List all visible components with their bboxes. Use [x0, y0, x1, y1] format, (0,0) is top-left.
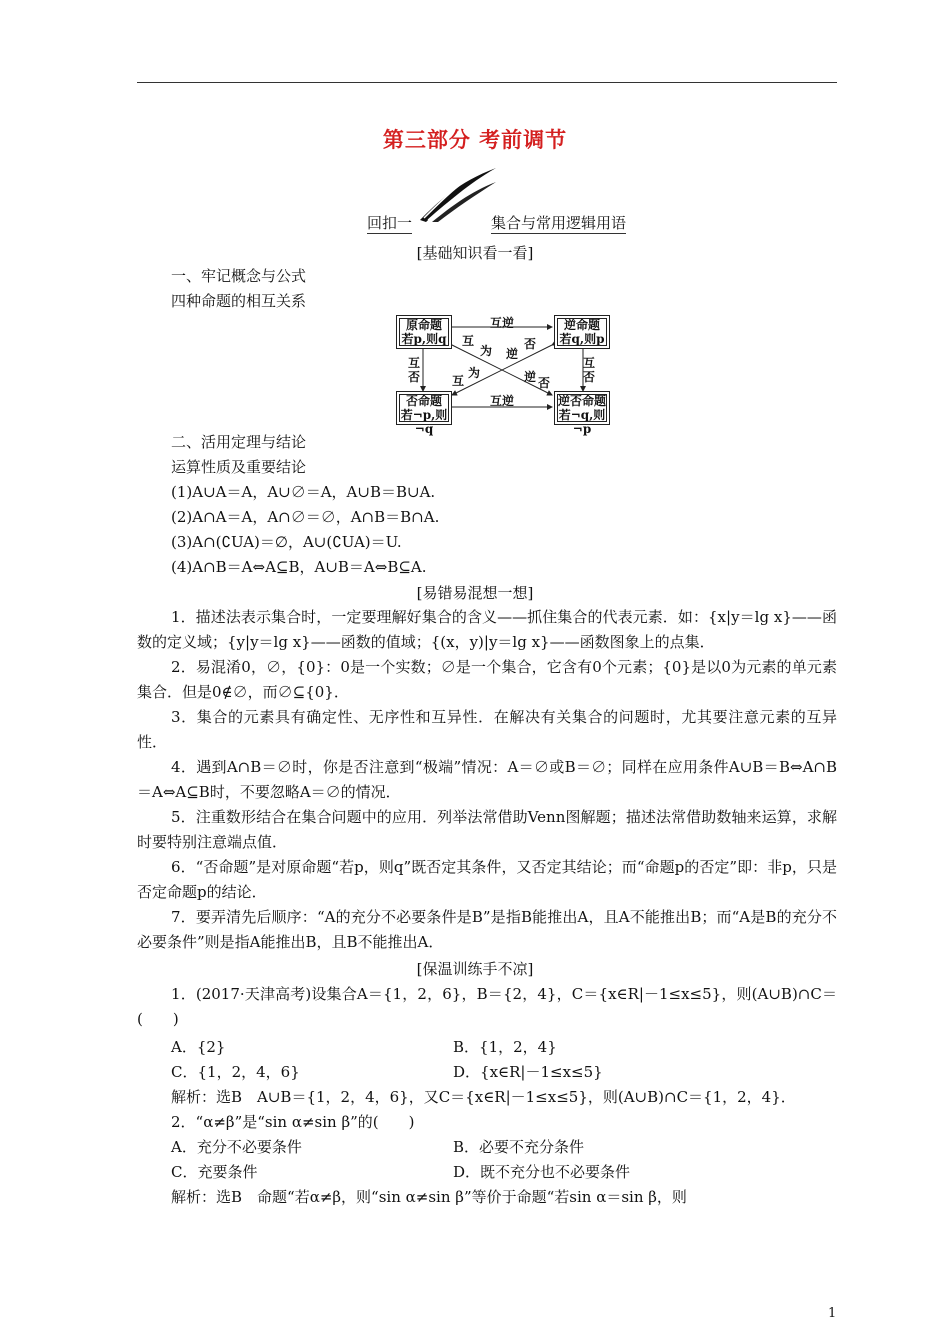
error-item-1: 1．描述法表示集合时，一定要理解好集合的含义——抓住集合的代表元素．如：{x|y＝lg x}——函数的定义域；{y|y＝lg x}——函数的值域；{(x，y)|y＝lg x}——函数图象上的点集． — [137, 608, 837, 651]
converse-proposition-box: 逆命题 若q,则p — [554, 315, 610, 349]
sec1-subtitle: 四种命题的相互关系 — [171, 292, 307, 310]
diag2-label-a: 互 — [452, 374, 465, 388]
q2-answer: 解析：选B 命题“若α≠β，则“sin α≠sin β”等价于命题“若sin α＝sin β，则 — [171, 1188, 687, 1206]
error-item-5: 5．注重数形结合在集合问题中的应用．列举法常借助Venn图解题；描述法常借助数轴来运算，求解时要特别注意端点值． — [137, 808, 837, 851]
q2-option-d: D．既不充分也不必要条件 — [453, 1163, 631, 1181]
sec2-title: 二、活用定理与结论 — [171, 433, 307, 451]
subheading-practice: [保温训练手不凉] — [416, 960, 534, 978]
formula-3: (3)A∩(∁UA)＝∅，A∪(∁UA)＝U. — [171, 533, 402, 551]
section-number: 回扣一 — [367, 214, 413, 232]
sec2-subtitle: 运算性质及重要结论 — [171, 458, 307, 476]
formula-1: (1)A∪A＝A，A∪∅＝A，A∪B＝B∪A. — [171, 483, 436, 501]
subheading-errors: [易错易混想一想] — [416, 584, 534, 602]
original-proposition-box: 原命题 若p,则q — [396, 315, 452, 349]
brush-stroke-icon — [418, 162, 498, 224]
diag2-label-b: 为 — [468, 366, 481, 380]
subheading-basics: [基础知识看一看] — [416, 244, 534, 262]
q1-option-d: D．{x∈R|－1≤x≤5} — [453, 1063, 603, 1081]
diag2-label-d: 否 — [524, 337, 537, 351]
question-2-stem: 2．“α≠β”是“sin α≠sin β”的( ) — [171, 1113, 415, 1131]
inverse-proposition-box: 否命题 若¬p,则¬q — [396, 391, 452, 425]
section-title: 集合与常用逻辑用语 — [491, 214, 627, 232]
page-title: 第三部分 考前调节 — [382, 128, 568, 152]
page-number: 1 — [828, 1306, 837, 1321]
q2-option-a: A．充分不必要条件 — [171, 1138, 302, 1156]
question-1-stem: 1．(2017·天津高考)设集合A＝{1，2，6}，B＝{2，4}，C＝{x∈R|－1≤x≤5}，则(A∪B)∩C＝( ) — [137, 985, 837, 1028]
error-item-4: 4．遇到A∩B＝∅时，你是否注意到“极端”情况：A＝∅或B＝∅；同样在应用条件A∪B＝B⇔A∩B＝A⇔A⊆B时，不要忽略A＝∅的情况． — [137, 758, 837, 801]
sec1-title: 一、牢记概念与公式 — [171, 267, 307, 285]
diag1-label-a: 互 — [462, 334, 475, 348]
diag1-label-c: 逆 — [524, 370, 537, 384]
q1-answer: 解析：选B A∪B＝{1，2，4，6}，又C＝{x∈R|－1≤x≤5}，则(A∪B)∩C＝{1，2，4}． — [171, 1088, 796, 1106]
contrapositive-box: 逆否命题 若¬q,则¬p — [554, 391, 610, 425]
formula-4: (4)A∩B＝A⇔A⊆B，A∪B＝A⇔B⊆A. — [171, 558, 427, 576]
q1-option-a: A．{2} — [171, 1038, 226, 1056]
q2-option-c: C．充要条件 — [171, 1163, 258, 1181]
error-item-6: 6．“否命题”是对原命题“若p，则q”既否定其条件，又否定其结论；而“命题p的否定”即：非p，只是否定命题p的结论． — [137, 858, 837, 901]
diag1-label-b: 为 — [480, 344, 493, 358]
bottom-converse-label: 互逆 — [490, 394, 515, 408]
diag2-label-c: 逆 — [506, 347, 519, 361]
diag1-label-d: 否 — [538, 376, 551, 390]
left-negation-label-2: 否 — [408, 370, 421, 384]
header-rule — [137, 82, 837, 83]
error-item-2: 2．易混淆0，∅，{0}：0是一个实数；∅是一个集合，它含有0个元素；{0}是以0为元素的单元素集合．但是0∉∅，而∅⊆{0}． — [137, 658, 837, 701]
left-negation-label-1: 互 — [408, 356, 421, 370]
q1-option-b: B．{1，2，4} — [453, 1038, 557, 1056]
q2-option-b: B．必要不充分条件 — [453, 1138, 585, 1156]
formula-2: (2)A∩A＝A，A∩∅＝∅，A∩B＝B∩A. — [171, 508, 440, 526]
right-negation-label-2: 否 — [583, 370, 596, 384]
error-item-7: 7．要弄清先后顺序：“A的充分不必要条件是B”是指B能推出A，且A不能推出B；而“A是B的充分不必要条件”则是指A能推出B，且B不能推出A． — [137, 908, 837, 951]
error-item-3: 3．集合的元素具有确定性、无序性和互异性．在解决有关集合的问题时，尤其要注意元素的互异性． — [137, 708, 837, 751]
right-negation-label-1: 互 — [583, 356, 596, 370]
four-propositions-diagram — [396, 315, 610, 436]
top-converse-label: 互逆 — [490, 316, 515, 330]
q1-option-c: C．{1，2，4，6} — [171, 1063, 300, 1081]
